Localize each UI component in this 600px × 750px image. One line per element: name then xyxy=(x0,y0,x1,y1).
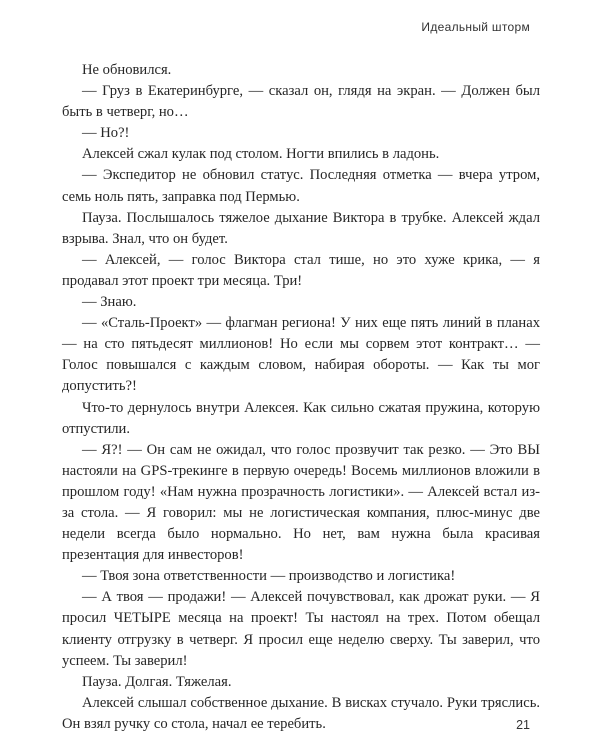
paragraph: Алексей сжал кулак под столом. Ногти впились в ладонь. xyxy=(82,146,440,163)
paragraph: — Но?! xyxy=(82,125,130,142)
paragraph: — Груз в Екатеринбурге, — сказал он, глядя на экран. — Должен был быть в четверг, но… xyxy=(62,83,540,121)
paragraph: Алексей слышал собственное дыхание. В висках стучало. Руки тряслись. Он взял ручку со стола, начал ее теребить. xyxy=(62,694,540,732)
paragraph: — Знаю. xyxy=(82,294,137,311)
paragraph: — Твоя зона ответственности — производство и логистика! xyxy=(82,568,456,585)
paragraph: — Я?! — Он сам не ожидал, что голос прозвучит так резко. — Это ВЫ настояли на GPS-трекинге в первую очередь! Восемь миллионов вложили в прошлом году! «Нам нужна прозрачность логистики». — Алексей встал из-за стола. — Я говорил: мы не логистическая компания, плюс-минус две недели всегда было нормально. Но нет, вам нужна была красивая презентация для инвесторов! xyxy=(62,441,540,564)
paragraph: — Алексей, — голос Виктора стал тише, но это хуже крика, — я продавал этот проект три месяца. Три! xyxy=(62,251,540,289)
page-number: 21 xyxy=(516,718,530,732)
paragraph: Что-то дернулось внутри Алексея. Как сильно сжатая пружина, которую отпустили. xyxy=(62,399,540,437)
running-header: Идеальный шторм xyxy=(421,20,530,34)
paragraph: Не обновился. xyxy=(82,62,172,78)
paragraph: Пауза. Долгая. Тяжелая. xyxy=(82,673,232,690)
body-text xyxy=(62,60,540,735)
paragraph: — Экспедитор не обновил статус. Последняя отметка — вчера утром, семь ноль пять, заправка под Пермью. xyxy=(62,167,540,205)
paragraph: — А твоя — продажи! — Алексей почувствовал, как дрожат руки. — Я просил ЧЕТЫРЕ месяца на проект! Ты настоял на трех. Потом обещал клиенту отгрузку в четверг. Я просил еще неделю сверху. Ты заверил, что успеем. Ты заверил! xyxy=(62,589,540,669)
paragraph: Пауза. Послышалось тяжелое дыхание Виктора в трубке. Алексей ждал взрыва. Знал, что он будет. xyxy=(62,209,540,247)
paragraph: — «Сталь-Проект» — флагман региона! У них еще пять линий в планах — на сто пятьдесят миллионов! Но если мы сорвем этот контракт… — Голос повышался с каждым словом, набирая обороты. — Как ты мог допустить?! xyxy=(62,315,540,395)
